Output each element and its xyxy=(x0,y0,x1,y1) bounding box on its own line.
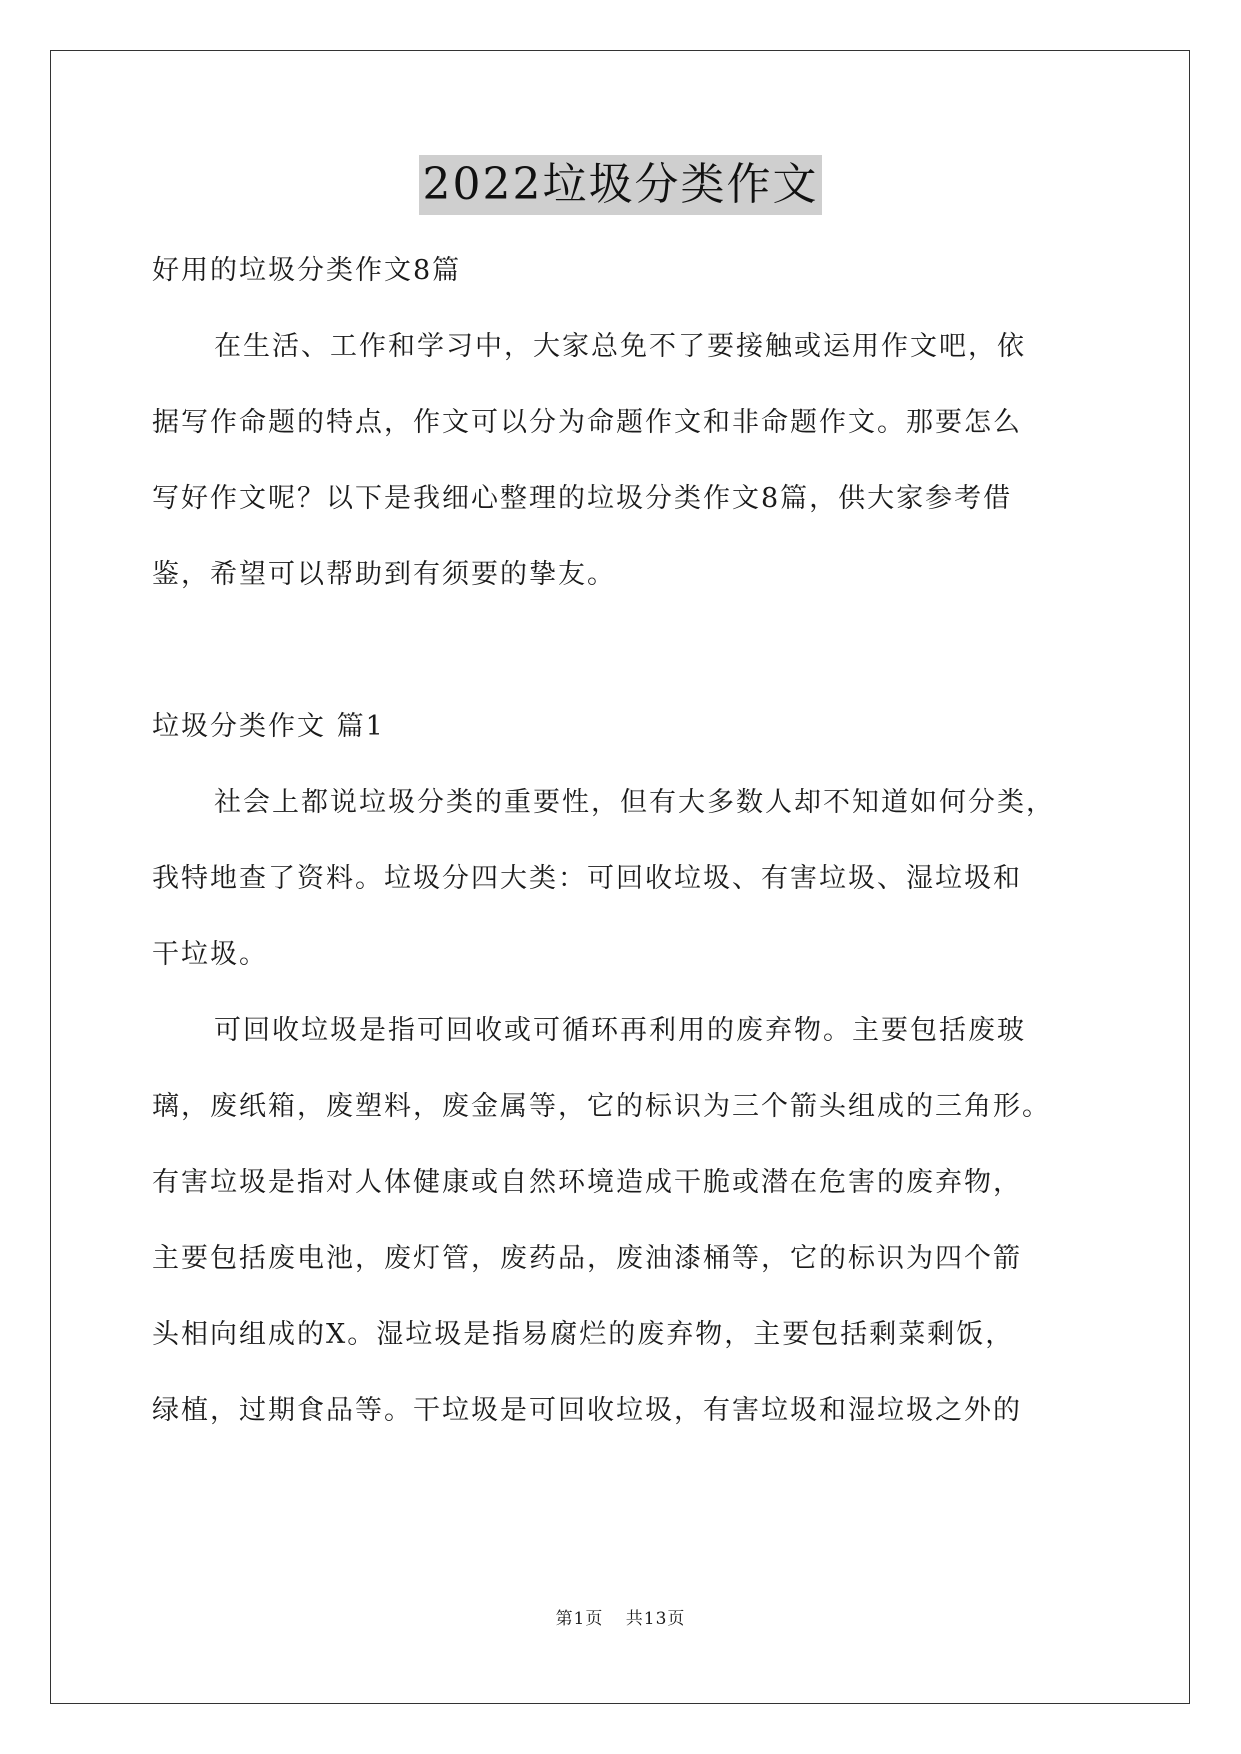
body-line: 头相向组成的X。湿垃圾是指易腐烂的废弃物，主要包括剩菜剩饭， xyxy=(152,1319,1015,1350)
intro-line: 在生活、工作和学习中，大家总免不了要接触或运用作文吧，依 xyxy=(214,331,1026,362)
subtitle-line: 好用的垃圾分类作文8篇 xyxy=(152,255,462,286)
body-line: 璃，废纸箱，废塑料，废金属等，它的标识为三个箭头组成的三角形。 xyxy=(152,1091,1051,1122)
body-line: 干垃圾。 xyxy=(152,939,268,970)
title-container xyxy=(0,155,1241,215)
body-line: 我特地查了资料。垃圾分四大类：可回收垃圾、有害垃圾、湿垃圾和 xyxy=(152,863,1022,894)
intro-line: 鉴，希望可以帮助到有须要的挚友。 xyxy=(152,559,616,590)
intro-line: 写好作文呢？以下是我细心整理的垃圾分类作文8篇，供大家参考借 xyxy=(152,483,1013,514)
page-number: 第1页 xyxy=(555,1609,604,1629)
intro-line: 据写作命题的特点，作文可以分为命题作文和非命题作文。那要怎么 xyxy=(152,407,1022,438)
body-line: 可回收垃圾是指可回收或可循环再利用的废弃物。主要包括废玻 xyxy=(214,1015,1026,1046)
document-body xyxy=(152,233,1092,1449)
body-line: 有害垃圾是指对人体健康或自然环境造成干脆或潜在危害的废弃物， xyxy=(152,1167,1022,1198)
page-footer xyxy=(0,1604,1241,1629)
section-heading: 垃圾分类作文 篇1 xyxy=(152,711,385,742)
page-total: 共13页 xyxy=(625,1609,686,1629)
document-title: 2022垃圾分类作文 xyxy=(419,155,823,215)
paragraph-gap xyxy=(152,613,1092,689)
body-line: 主要包括废电池，废灯管，废药品，废油漆桶等，它的标识为四个箭 xyxy=(152,1243,1022,1274)
body-line: 社会上都说垃圾分类的重要性，但有大多数人却不知道如何分类， xyxy=(214,787,1055,818)
body-line: 绿植，过期食品等。干垃圾是可回收垃圾，有害垃圾和湿垃圾之外的 xyxy=(152,1395,1022,1426)
